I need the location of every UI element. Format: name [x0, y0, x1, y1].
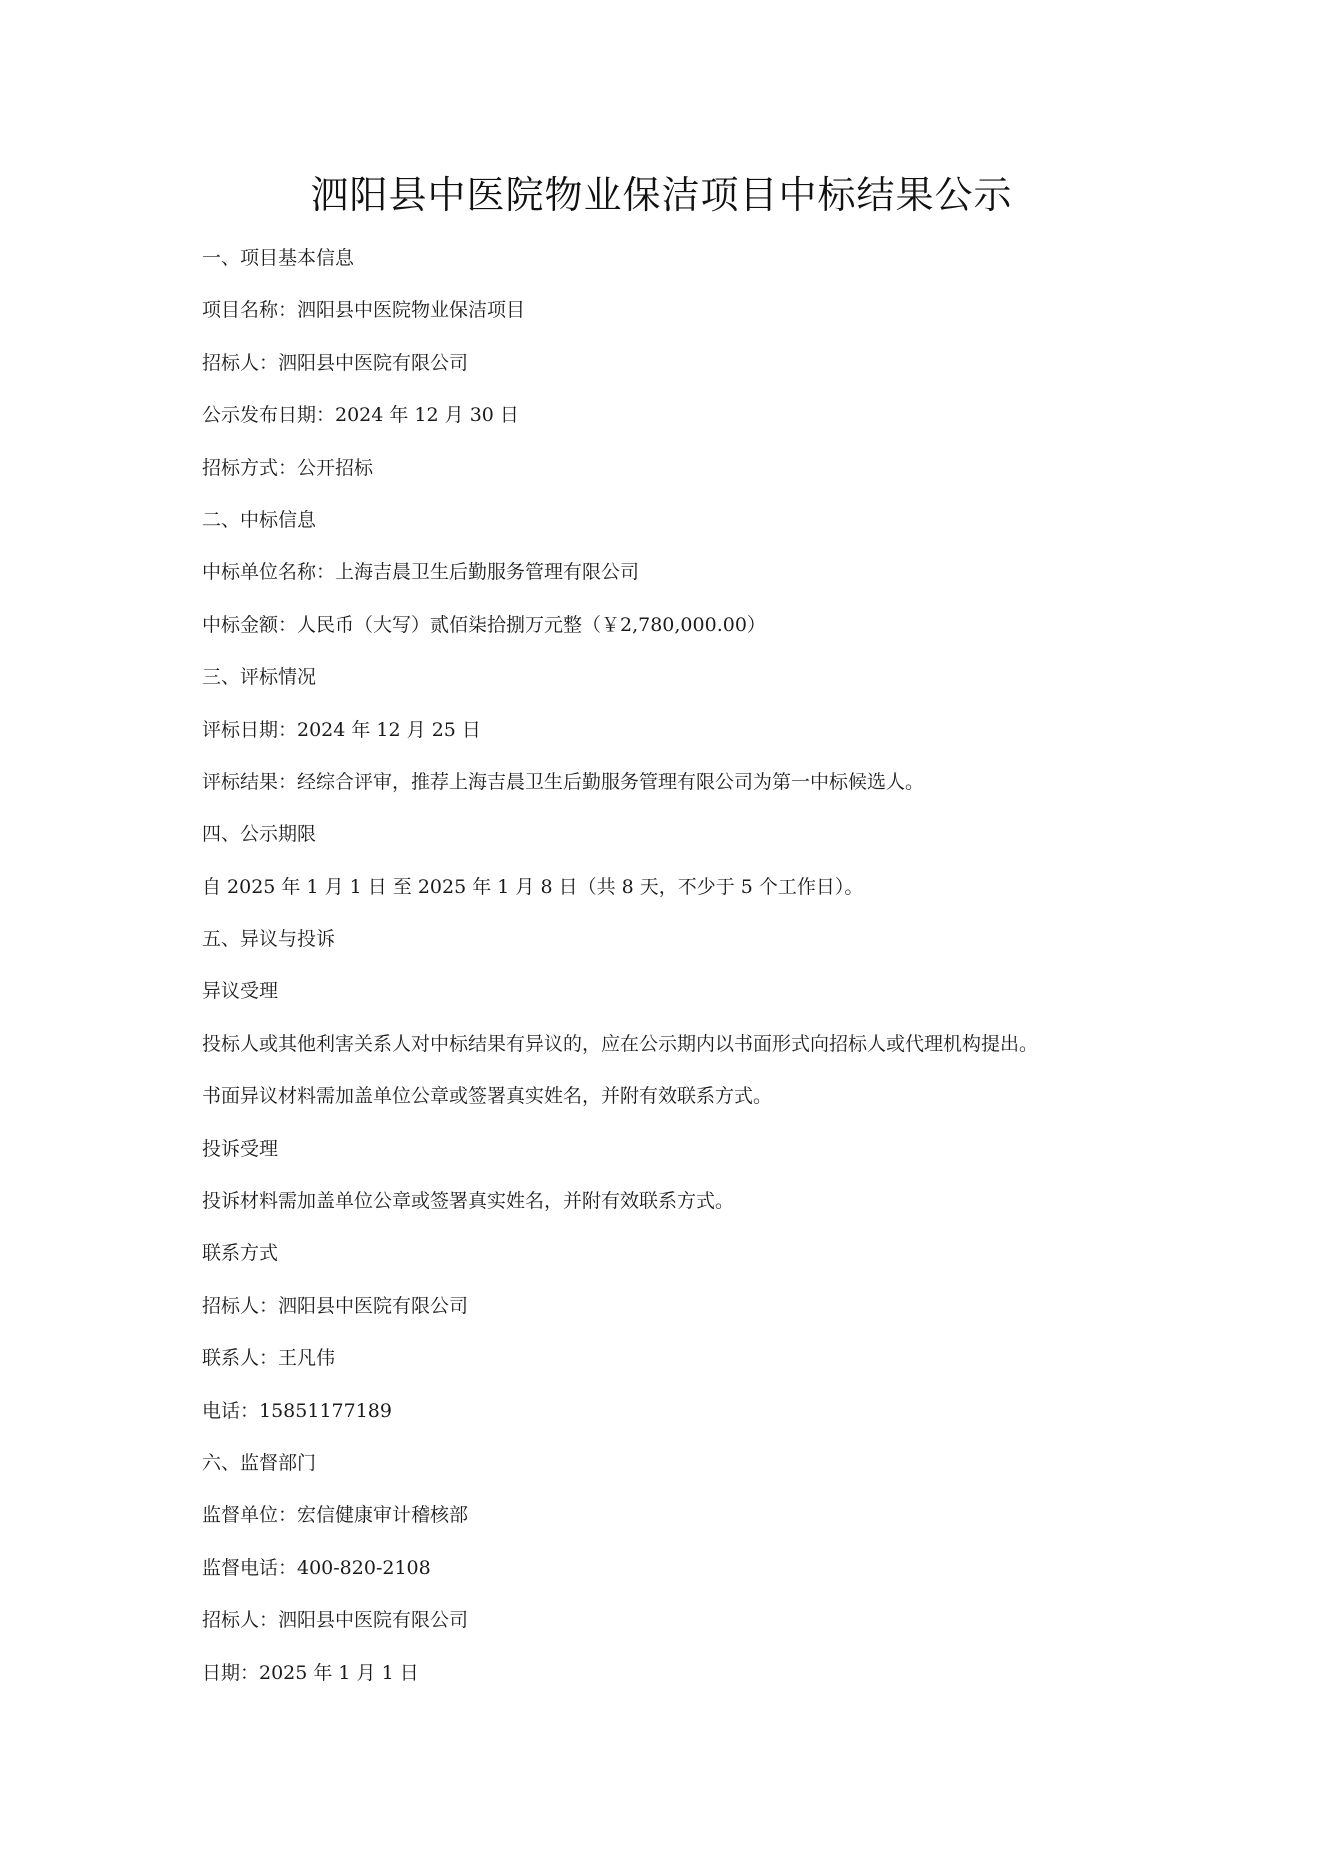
- subheading-contact: 联系方式: [202, 1242, 279, 1265]
- subheading-complaint: 投诉受理: [202, 1137, 279, 1160]
- evaluation-result: 评标结果：经综合评审，推荐上海吉晨卫生后勤服务管理有限公司为第一中标候选人。: [202, 770, 925, 793]
- section-heading-evaluation: 三、评标情况: [202, 666, 317, 689]
- signature-tenderer: 招标人：泗阳县中医院有限公司: [202, 1609, 469, 1632]
- contact-person: 联系人：王凡伟: [202, 1347, 336, 1370]
- signature-date: 日期：2025 年 1 月 1 日: [202, 1661, 419, 1684]
- subheading-objection: 异议受理: [202, 980, 279, 1003]
- supervision-phone: 监督电话：400-820-2108: [202, 1556, 431, 1579]
- document-title: 泗阳县中医院物业保洁项目中标结果公示: [310, 173, 1013, 217]
- objection-text-1: 投标人或其他利害关系人对中标结果有异议的，应在公示期内以书面形式向招标人或代理机构提出。: [202, 1032, 1039, 1055]
- tender-method: 招标方式：公开招标: [202, 456, 374, 479]
- objection-text-2: 书面异议材料需加盖单位公章或签署真实姓名，并附有效联系方式。: [202, 1085, 773, 1108]
- evaluation-date: 评标日期：2024 年 12 月 25 日: [202, 718, 481, 741]
- section-heading-publicity-period: 四、公示期限: [202, 823, 317, 846]
- document-body: [202, 238, 1162, 1705]
- contact-tenderer: 招标人：泗阳县中医院有限公司: [202, 1294, 469, 1317]
- section-heading-basic-info: 一、项目基本信息: [202, 247, 355, 269]
- tenderer: 招标人：泗阳县中医院有限公司: [202, 351, 469, 374]
- publicity-period: 自 2025 年 1 月 1 日 至 2025 年 1 月 8 日（共 8 天，不少于 5 个工作日）。: [202, 875, 864, 898]
- complaint-text: 投诉材料需加盖单位公章或签署真实姓名，并附有效联系方式。: [202, 1190, 735, 1213]
- winning-amount: 中标金额：人民币（大写）贰佰柒拾捌万元整（￥2,780,000.00）: [202, 613, 766, 636]
- publish-date: 公示发布日期：2024 年 12 月 30 日: [202, 404, 519, 427]
- project-name: 项目名称：泗阳县中医院物业保洁项目: [202, 299, 526, 322]
- section-heading-winning-info: 二、中标信息: [202, 508, 317, 531]
- contact-phone: 电话：15851177189: [202, 1399, 392, 1422]
- section-heading-supervision: 六、监督部门: [202, 1451, 317, 1474]
- section-heading-objections: 五、异议与投诉: [202, 928, 336, 951]
- supervision-unit: 监督单位：宏信健康审计稽核部: [202, 1504, 469, 1527]
- winning-company: 中标单位名称：上海吉晨卫生后勤服务管理有限公司: [202, 561, 640, 584]
